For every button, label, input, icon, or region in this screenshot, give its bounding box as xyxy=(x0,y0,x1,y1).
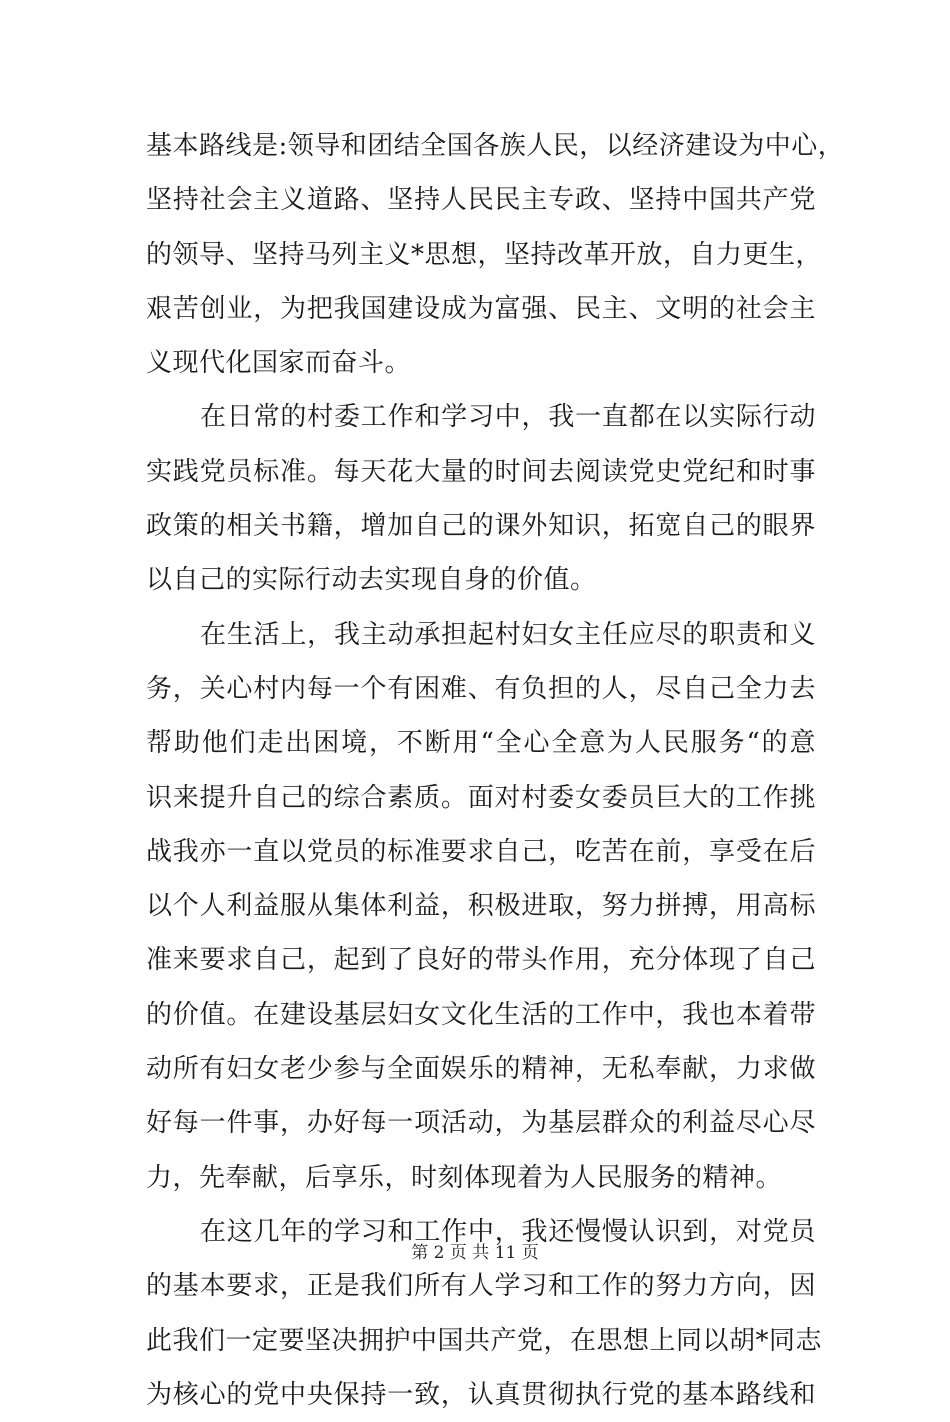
text-line: 准来要求自己，起到了良好的带头作用，充分体现了自己 xyxy=(146,945,816,976)
text-line: 以自己的实际行动去实现自身的价值。 xyxy=(146,565,597,596)
text-line: 为核心的党中央保持一致，认真贯彻执行党的基本路线和 xyxy=(146,1379,816,1410)
text-line: 坚持社会主义道路、坚持人民民主专政、坚持中国共产党 xyxy=(146,185,816,216)
text-line: 艰苦创业，为把我国建设成为富强、民主、文明的社会主 xyxy=(146,293,816,324)
paragraph-first-line: 在这几年的学习和工作中，我还慢慢认识到，对党员 xyxy=(200,1216,816,1247)
text-line: 的基本要求，正是我们所有人学习和工作的努力方向，因 xyxy=(146,1271,816,1302)
text-line: 实践党员标准。每天花大量的时间去阅读党史党纪和时事 xyxy=(146,456,816,487)
page-number-footer: 第 2 页 共 11 页 xyxy=(411,1243,539,1263)
text-line: 义现代化国家而奋斗。 xyxy=(146,348,412,379)
text-line: 力，先奉献，后享乐，时刻体现着为人民服务的精神。 xyxy=(146,1162,783,1193)
text-line: 基本路线是:领导和团结全国各族人民，以经济建设为中心， xyxy=(146,131,845,161)
document-body xyxy=(146,119,845,1422)
text-line: 以个人利益服从集体利益，积极进取，努力拼搏，用高标 xyxy=(146,891,816,922)
text-line: 此我们一定要坚决拥护中国共产党，在思想上同以胡*同志 xyxy=(146,1325,823,1356)
paragraph-first-line: 在生活上，我主动承担起村妇女主任应尽的职责和义 xyxy=(200,619,816,650)
text-line: 动所有妇女老少参与全面娱乐的精神，无私奉献，力求做 xyxy=(146,1054,816,1085)
text-line: 识来提升自己的综合素质。面对村委女委员巨大的工作挑 xyxy=(146,782,816,813)
text-line: 的价值。在建设基层妇女文化生活的工作中，我也本着带 xyxy=(146,999,816,1030)
text-line: 帮助他们走出困境，不断用“全心全意为人民服务“的意 xyxy=(146,728,816,759)
text-line: 政策的相关书籍，增加自己的课外知识，拓宽自己的眼界 xyxy=(146,511,816,542)
text-line: 好每一件事，办好每一项活动，为基层群众的利益尽心尽 xyxy=(146,1108,816,1139)
text-line: 战我亦一直以党员的标准要求自己，吃苦在前，享受在后 xyxy=(146,836,816,867)
text-line: 务，关心村内每一个有困难、有负担的人，尽自己全力去 xyxy=(146,673,816,704)
text-line: 的领导、坚持马列主义*思想，坚持改革开放，自力更生， xyxy=(146,239,823,270)
paragraph-first-line: 在日常的村委工作和学习中，我一直都在以实际行动 xyxy=(200,402,816,433)
